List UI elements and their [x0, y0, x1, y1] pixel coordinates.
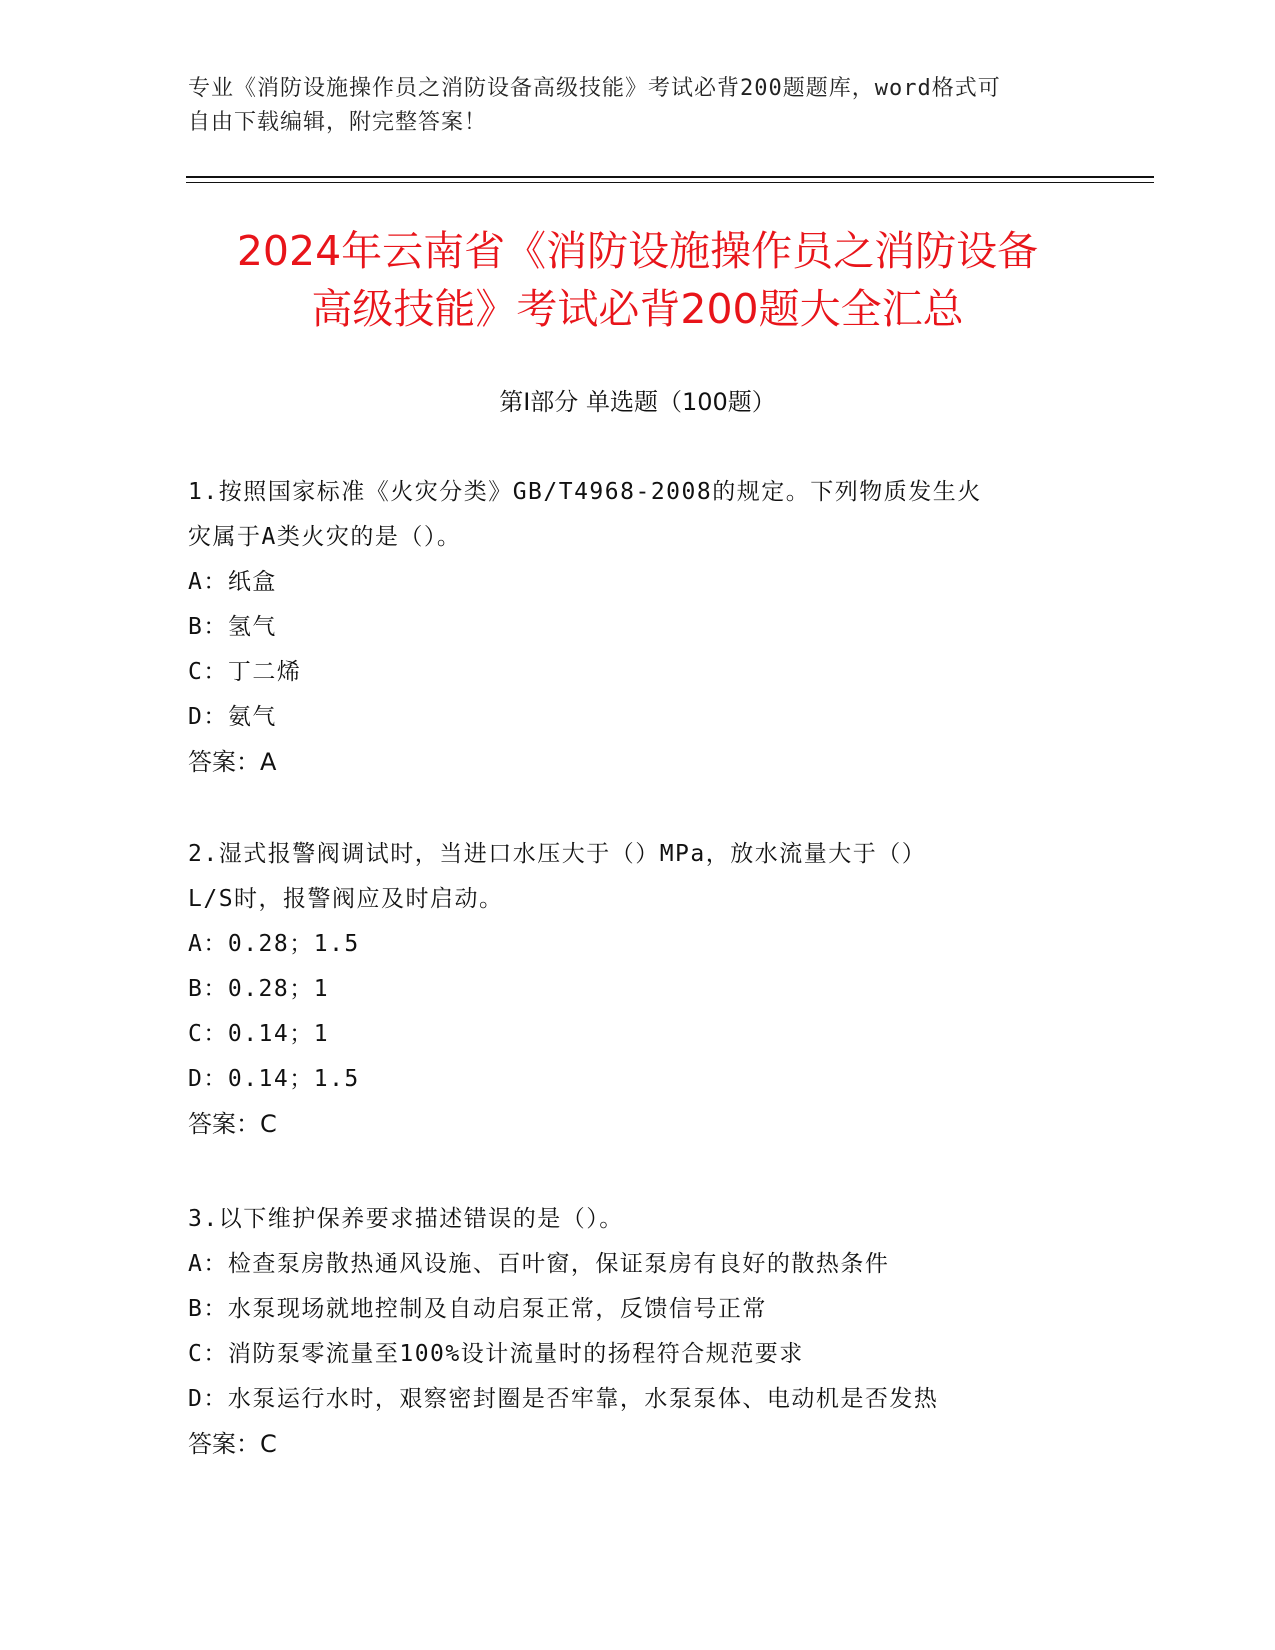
option-a: A：0.28；1.5: [188, 931, 360, 957]
option-d: D：氨气: [188, 704, 277, 730]
question-stem: L/S时，报警阀应及时启动。: [188, 886, 504, 912]
question-stem: 1.按照国家标准《火灾分类》GB/T4968-2008的规定。下列物质发生火: [188, 479, 982, 505]
question-item: [188, 832, 1088, 1147]
option-d: D：水泵运行水时，艰察密封圈是否牢靠，水泵泵体、电动机是否发热: [188, 1386, 939, 1412]
question-item: [188, 470, 1088, 785]
answer: 答案：C: [188, 1430, 277, 1458]
question-stem: 2.湿式报警阀调试时，当进口水压大于（）MPa，放水流量大于（）: [188, 841, 927, 867]
header-note-line: 专业《消防设施操作员之消防设备高级技能》考试必背200题题库，word格式可: [188, 76, 1001, 101]
answer: 答案：A: [188, 748, 277, 776]
document-title: [0, 222, 1275, 338]
question-item: [188, 1197, 1088, 1467]
option-b: B：0.28；1: [188, 976, 330, 1002]
header-note-line: 自由下载编辑，附完整答案！: [188, 110, 488, 135]
option-c: C：0.14；1: [188, 1021, 330, 1047]
title-line: 高级技能》考试必背200题大全汇总: [311, 285, 964, 333]
question-stem: 灾属于A类火灾的是（）。: [188, 524, 462, 550]
header-note: [188, 72, 1088, 140]
answer: 答案：C: [188, 1110, 277, 1138]
option-d: D：0.14；1.5: [188, 1066, 360, 1092]
option-c: C：消防泵零流量至100%设计流量时的扬程符合规范要求: [188, 1341, 804, 1367]
title-line: 2024年云南省《消防设施操作员之消防设备: [236, 227, 1039, 275]
section-heading: 第I部分 单选题（100题）: [499, 388, 776, 416]
option-b: B：水泵现场就地控制及自动启泵正常，反馈信号正常: [188, 1296, 767, 1322]
option-a: A：纸盒: [188, 569, 277, 595]
header-divider-thick: [186, 176, 1154, 178]
option-c: C：丁二烯: [188, 659, 302, 685]
question-stem: 3.以下维护保养要求描述错误的是（）。: [188, 1206, 624, 1232]
option-b: B：氢气: [188, 614, 277, 640]
option-a: A：检查泵房散热通风设施、百叶窗，保证泵房有良好的散热条件: [188, 1251, 890, 1277]
header-divider-thin: [186, 182, 1154, 183]
